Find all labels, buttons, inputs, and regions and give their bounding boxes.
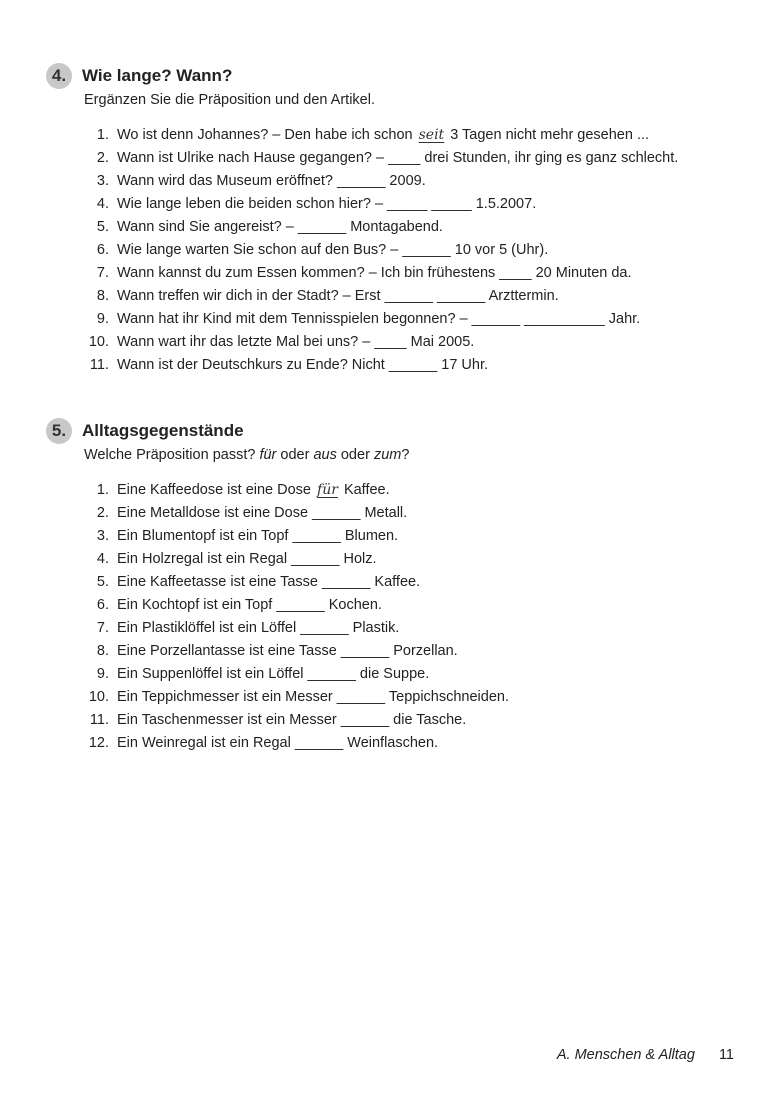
- item-text: Wann ist der Deutschkurs zu Ende? Nicht ______ 17 Uhr.: [117, 357, 489, 373]
- instruction-option: aus: [313, 447, 337, 463]
- exercise-item: [46, 732, 746, 755]
- instruction-option: zum: [373, 447, 402, 463]
- item-text: [117, 479, 390, 502]
- exercise-item: [46, 308, 746, 331]
- item-text: Eine Porzellantasse ist eine Tasse ______ Porzellan.: [117, 643, 458, 659]
- item-number: 1.: [96, 127, 109, 143]
- exercise-item: [46, 239, 746, 262]
- exercise-item: [46, 594, 746, 617]
- item-text: Wie lange warten Sie schon auf den Bus? – ______ 10 vor 5 (Uhr).: [117, 242, 549, 258]
- item-text-before: Eine Kaffeedose ist eine Dose: [117, 482, 316, 498]
- item-text: Ein Suppenlöffel ist ein Löffel ______ die Suppe.: [117, 666, 430, 682]
- item-number: 6.: [96, 242, 109, 258]
- exercise-instruction: [84, 447, 746, 463]
- item-number: 7.: [96, 620, 109, 636]
- exercise-5: [46, 417, 746, 755]
- item-number: 4.: [96, 196, 109, 212]
- instruction-option: für: [259, 447, 277, 463]
- item-text: Wann wird das Museum eröffnet? ______ 2009.: [117, 173, 426, 189]
- exercise-item: [46, 285, 746, 308]
- item-number: 4.: [96, 551, 109, 567]
- item-text: Ein Taschenmesser ist ein Messer ______ die Tasche.: [117, 712, 467, 728]
- exercise-5-items: [46, 479, 746, 755]
- item-text: Wann kannst du zum Essen kommen? – Ich bin frühestens ____ 20 Minuten da.: [117, 265, 632, 281]
- item-number: 9.: [96, 311, 109, 327]
- item-number: 7.: [96, 265, 109, 281]
- exercise-4: [46, 62, 746, 377]
- item-text: Eine Kaffeetasse ist eine Tasse ______ Kaffee.: [117, 574, 421, 590]
- chapter-title: A. Menschen & Alltag: [556, 1047, 695, 1063]
- item-text: Ein Weinregal ist ein Regal ______ Weinflaschen.: [117, 735, 439, 751]
- exercise-item: [46, 193, 746, 216]
- instruction-text: Welche Präposition passt?: [84, 447, 260, 463]
- exercise-item: [46, 617, 746, 640]
- exercise-item: [46, 571, 746, 594]
- handwritten-answer: für: [317, 482, 338, 498]
- item-number: 10.: [88, 334, 109, 350]
- item-number: 11.: [89, 357, 109, 373]
- exercise-number-badge: 4.: [46, 63, 72, 89]
- item-number: 8.: [96, 643, 109, 659]
- item-number: 2.: [96, 505, 109, 521]
- exercise-item: [46, 147, 746, 170]
- item-text: Ein Kochtopf ist ein Topf ______ Kochen.: [117, 597, 382, 613]
- exercise-item: [46, 548, 746, 571]
- item-text: Ein Plastiklöffel ist ein Löffel ______ Plastik.: [117, 620, 400, 636]
- exercise-item: [46, 262, 746, 285]
- page-number: 11: [718, 1047, 734, 1063]
- exercise-title: Wie lange? Wann?: [82, 66, 233, 85]
- exercise-item: [46, 479, 746, 502]
- item-text-after: Kaffee.: [339, 482, 390, 498]
- exercise-5-header: [46, 417, 746, 445]
- exercise-item: [46, 216, 746, 239]
- item-text: Wie lange leben die beiden schon hier? – _____ _____ 1.5.2007.: [117, 196, 537, 212]
- item-number: 10.: [88, 689, 109, 705]
- item-text: [117, 124, 649, 147]
- instruction-text: oder: [336, 447, 374, 463]
- exercise-item: [46, 709, 746, 732]
- item-text: Wann treffen wir dich in der Stadt? – Erst ______ ______ Arzttermin.: [117, 288, 559, 304]
- item-number: 3.: [96, 528, 109, 544]
- item-number: 6.: [96, 597, 109, 613]
- item-text-before: Wo ist denn Johannes? – Den habe ich schon: [117, 127, 417, 143]
- item-text: Ein Blumentopf ist ein Topf ______ Blumen.: [117, 528, 399, 544]
- instruction-text: ?: [401, 447, 410, 463]
- exercise-4-header: [46, 62, 746, 90]
- item-number: 5.: [96, 219, 109, 235]
- item-number: 3.: [96, 173, 109, 189]
- instruction-text: oder: [276, 447, 314, 463]
- exercise-item: [46, 331, 746, 354]
- item-text-after: 3 Tagen nicht mehr gesehen ...: [446, 127, 650, 143]
- item-text: Ein Holzregal ist ein Regal ______ Holz.: [117, 551, 377, 567]
- item-text: Wann sind Sie angereist? – ______ Montagabend.: [117, 219, 443, 235]
- item-number: 1.: [96, 482, 109, 498]
- item-number: 5.: [96, 574, 109, 590]
- page-footer: [460, 1047, 734, 1063]
- exercise-number-badge: 5.: [46, 418, 72, 444]
- exercise-item: [46, 354, 746, 377]
- exercise-item: [46, 502, 746, 525]
- exercise-instruction: Ergänzen Sie die Präposition und den Artikel.: [84, 92, 375, 108]
- exercise-4-items: [46, 124, 746, 377]
- exercise-item: [46, 170, 746, 193]
- exercise-title: Alltagsgegenstände: [82, 421, 244, 440]
- item-text: Wann wart ihr das letzte Mal bei uns? – ____ Mai 2005.: [117, 334, 475, 350]
- exercise-item: [46, 525, 746, 548]
- item-text: Wann ist Ulrike nach Hause gegangen? – ____ drei Stunden, ihr ging es ganz schlecht.: [117, 150, 679, 166]
- item-number: 12.: [88, 735, 109, 751]
- exercise-item: [46, 640, 746, 663]
- item-text: Eine Metalldose ist eine Dose ______ Metall.: [117, 505, 408, 521]
- item-text: Ein Teppichmesser ist ein Messer ______ Teppichschneiden.: [117, 689, 510, 705]
- exercise-item: [46, 663, 746, 686]
- item-number: 9.: [96, 666, 109, 682]
- exercise-item: [46, 686, 746, 709]
- item-number: 11.: [89, 712, 109, 728]
- handwritten-answer: seit: [418, 127, 445, 143]
- item-number: 2.: [96, 150, 109, 166]
- item-number: 8.: [96, 288, 109, 304]
- item-text: Wann hat ihr Kind mit dem Tennisspielen begonnen? – ______ __________ Jahr.: [117, 311, 641, 327]
- exercise-item: [46, 124, 746, 147]
